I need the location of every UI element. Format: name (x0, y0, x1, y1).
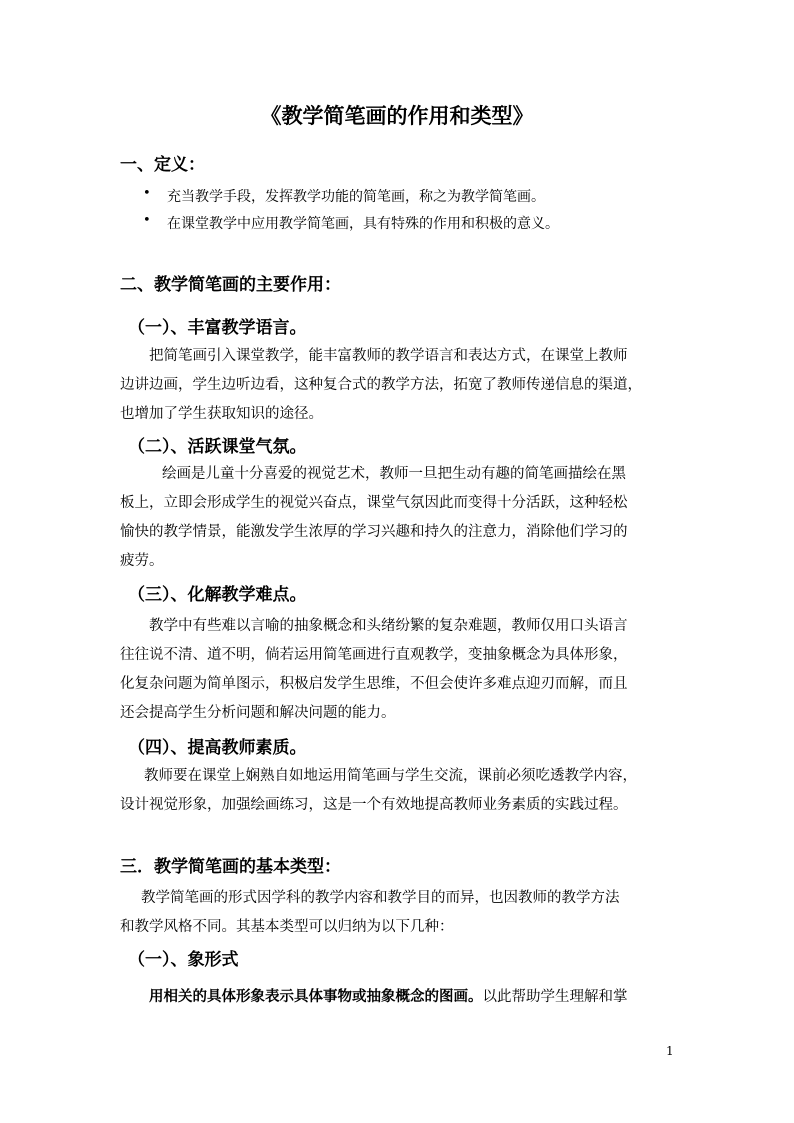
paragraph-line: 疲劳。 (120, 553, 164, 569)
paragraph-line: 教学简笔画的形式因学科的教学内容和教学目的而异，也因教师的教学方法 (141, 890, 620, 906)
paragraph-line: 把简笔画引入课堂教学，能丰富教师的教学语言和表达方式，在课堂上教师 (149, 348, 628, 364)
paragraph (120, 762, 680, 820)
subsection-heading: （一）、象形式 (128, 950, 239, 970)
paragraph-line: 教学中有些难以言喻的抽象概念和头绪纷繁的复杂难题，教师仅用口头语言 (149, 618, 628, 634)
document-title: 《教学简笔画的作用和类型》 (260, 104, 534, 128)
paragraph (120, 460, 680, 576)
paragraph (120, 612, 680, 728)
paragraph-line: 边讲边画，学生边听边看，这种复合式的教学方法，拓宽了教师传递信息的渠道， (120, 377, 642, 393)
bullet-text: 在课堂教学中应用教学简笔画，具有特殊的作用和积极的意义。 (167, 216, 559, 232)
paragraph (120, 342, 680, 429)
subsection-heading: （二）、活跃课堂气氛。 (128, 437, 307, 457)
bold-lead-text: 用相关的具体形象表示具体事物或抽象概念的图画。 (149, 989, 483, 1005)
paragraph-line: 教师要在课堂上娴熟自如地运用简笔画与学生交流，课前必须吃透教学内容， (144, 768, 637, 784)
section-1-heading: 一、定义： (120, 155, 205, 175)
paragraph-line: 也增加了学生获取知识的途径。 (120, 406, 323, 422)
subsection-heading: （四）、提高教师素质。 (128, 738, 307, 758)
subsection-heading: （三）、化解教学难点。 (128, 585, 307, 605)
lead-rest-text: 以此帮助学生理解和掌 (482, 989, 628, 1005)
paragraph (120, 884, 680, 942)
paragraph-line: 化复杂问题为简单图示，积极启发学生思维，不但会使许多难点迎刃而解，而且 (120, 676, 628, 692)
paragraph-line (120, 983, 680, 1012)
bullet-text: 充当教学手段，发挥教学功能的简笔画，称之为教学简笔画。 (167, 189, 545, 205)
bullet-icon: • (143, 186, 151, 201)
paragraph-line: 设计视觉形象，加强绘画练习，这是一个有效地提高教师业务素质的实践过程。 (120, 797, 628, 813)
section-2-heading: 二、教学简笔画的主要作用： (120, 275, 341, 295)
paragraph-line: 还会提高学生分析问题和解决问题的能力。 (120, 705, 396, 721)
bullet-icon: • (143, 213, 151, 228)
paragraph-line: 愉快的教学情景，能激发学生浓厚的学习兴趣和持久的注意力，消除他们学习的 (120, 524, 628, 540)
subsection-heading: （一）、丰富教学语言。 (128, 318, 307, 338)
paragraph (120, 983, 680, 1012)
paragraph-line: 绘画是儿童十分喜爱的视觉艺术，教师一旦把生动有趣的简笔画描绘在黑 (162, 466, 626, 482)
page-number: 1 (666, 1044, 674, 1058)
paragraph-line: 往往说不清、道不明，倘若运用简笔画进行直观教学，变抽象概念为具体形象， (120, 647, 628, 663)
paragraph-line: 和教学风格不同。其基本类型可以归纳为以下几种： (120, 919, 454, 935)
section-3-heading: 三．教学简笔画的基本类型： (120, 857, 341, 877)
paragraph-line: 板上，立即会形成学生的视觉兴奋点，课堂气氛因此而变得十分活跃，这种轻松 (120, 495, 628, 511)
